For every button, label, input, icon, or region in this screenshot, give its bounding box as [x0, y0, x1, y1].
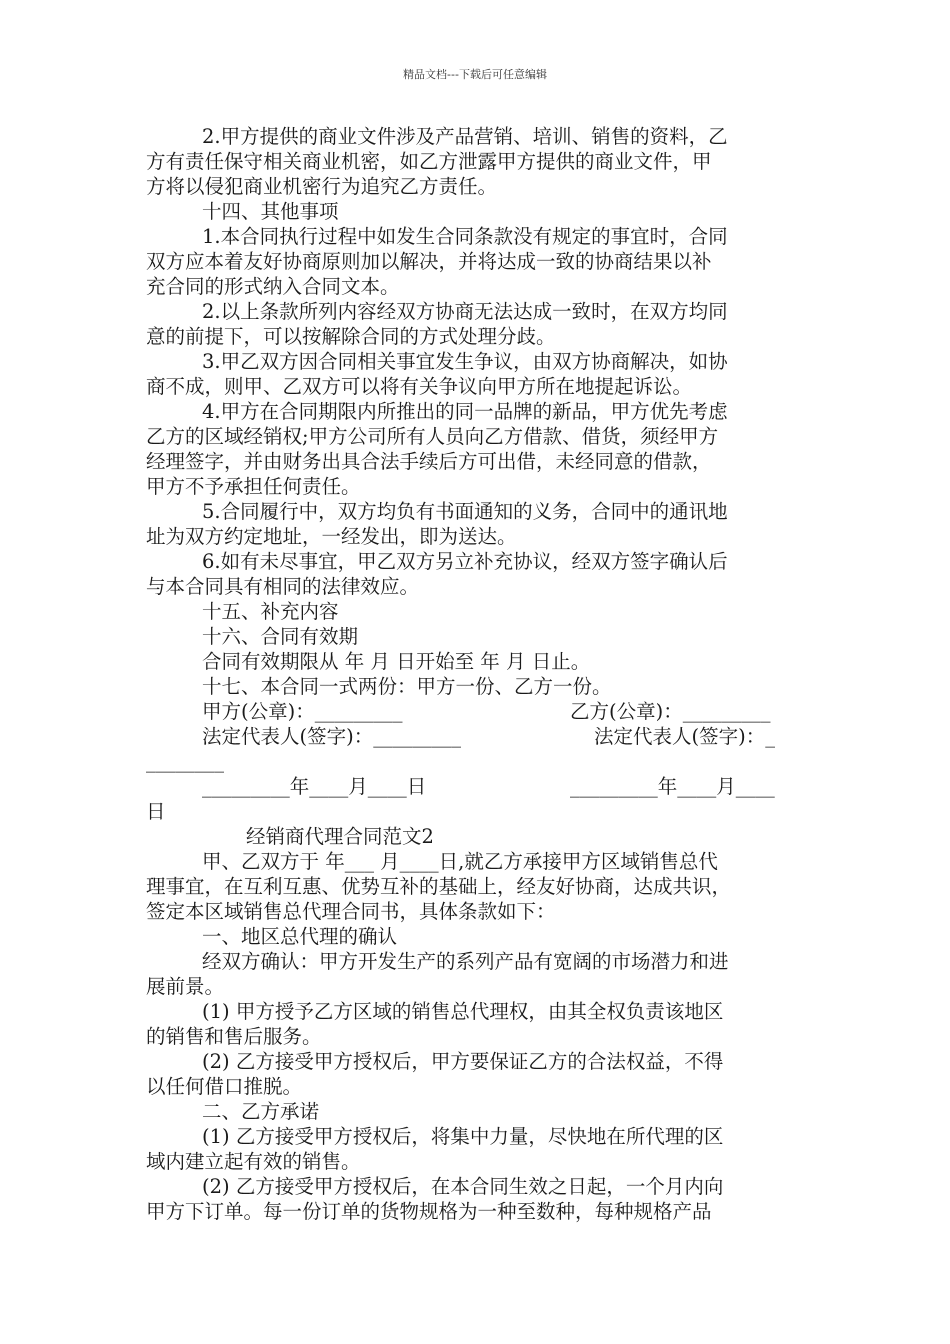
paragraph-line: (2) 乙方接受甲方授权后，甲方要保证乙方的合法权益，不得 — [202, 1050, 724, 1073]
paragraph-line: 与本合同具有相同的法律效应。 — [146, 575, 420, 598]
paragraph-line: 6.如有未尽事宜，甲乙双方另立补充协议，经双方签字确认后 — [202, 550, 728, 573]
signature-row-representative — [146, 724, 808, 749]
paragraph-line: 商不成，则甲、乙双方可以将有关争议向甲方所在地提起诉讼。 — [146, 375, 693, 398]
signature-row-seal — [146, 699, 808, 724]
paragraph-line: (1) 乙方接受甲方授权后，将集中力量，尽快地在所代理的区 — [202, 1125, 724, 1148]
paragraph-line: 方将以侵犯商业机密行为追究乙方责任。 — [146, 175, 498, 198]
section-heading: 二、乙方承诺 — [202, 1100, 320, 1123]
paragraph-line: (2) 乙方接受甲方授权后，在本合同生效之日起，一个月内向 — [202, 1175, 724, 1198]
paragraph-line: 3.甲乙双方因合同相关事宜发生争议，由双方协商解决，如协 — [202, 350, 728, 373]
paragraph-line: 经双方确认：甲方开发生产的系列产品有宽阔的市场潜力和进 — [202, 950, 729, 973]
paragraph-line: 合同有效期限从 年 月 日开始至 年 月 日止。 — [202, 650, 591, 673]
party-a-date: _________年____月____日 — [202, 775, 427, 798]
party-b-representative: 法定代表人(签字)：_ — [594, 725, 775, 748]
paragraph-line: 1.本合同执行过程中如发生合同条款没有规定的事宜时，合同 — [202, 225, 728, 248]
party-b-date: _________年____月____ — [570, 775, 775, 798]
page-header: 精品文档---下载后可任意编辑 — [403, 68, 547, 81]
signature-line-continuation: ________ — [146, 750, 224, 773]
paragraph-line: 2.甲方提供的商业文件涉及产品营销、培训、销售的资料，乙 — [202, 125, 728, 148]
section-heading: 十四、其他事项 — [202, 200, 339, 223]
paragraph-line: 的销售和售后服务。 — [146, 1025, 322, 1048]
paragraph-line: 域内建立起有效的销售。 — [146, 1150, 361, 1173]
section-heading: 十五、补充内容 — [202, 600, 339, 623]
paragraph-line: 甲、乙双方于 年___ 月____日,就乙方承接甲方区域销售总代 — [202, 850, 718, 873]
paragraph-line: 乙方的区域经销权;甲方公司所有人员向乙方借款、借货，须经甲方 — [146, 425, 719, 448]
paragraph-line: 理事宜，在互利互惠、优势互补的基础上，经友好协商，达成共识， — [146, 875, 732, 898]
paragraph-line: 5.合同履行中，双方均负有书面通知的义务，合同中的通讯地 — [202, 500, 728, 523]
paragraph-line: 签定本区域销售总代理合同书，具体条款如下： — [146, 900, 556, 923]
paragraph-line: 意的前提下，可以按解除合同的方式处理分歧。 — [146, 325, 556, 348]
paragraph-line: 展前景。 — [146, 975, 225, 998]
paragraph-line: 以任何借口推脱。 — [146, 1075, 303, 1098]
paragraph-line: 甲方不予承担任何责任。 — [146, 475, 361, 498]
signature-row-date — [146, 774, 808, 799]
party-b-seal: 乙方(公章)：_________ — [570, 700, 771, 723]
document-subtitle: 经销商代理合同范文2 — [246, 825, 434, 848]
paragraph-line: (1) 甲方授予乙方区域的销售总代理权，由其全权负责该地区 — [202, 1000, 724, 1023]
paragraph-line: 充合同的形式纳入合同文本。 — [146, 275, 400, 298]
paragraph-line: 方有责任保守相关商业机密，如乙方泄露甲方提供的商业文件，甲 — [146, 150, 712, 173]
paragraph-line: 址为双方约定地址，一经发出，即为送达。 — [146, 525, 517, 548]
date-continuation: 日 — [146, 800, 166, 823]
section-heading: 十七、本合同一式两份：甲方一份、乙方一份。 — [202, 675, 612, 698]
paragraph-line: 4.甲方在合同期限内所推出的同一品牌的新品，甲方优先考虑 — [202, 400, 728, 423]
paragraph-line: 双方应本着友好协商原则加以解决，并将达成一致的协商结果以补 — [146, 250, 712, 273]
party-a-seal: 甲方(公章)：_________ — [202, 700, 403, 723]
party-a-representative: 法定代表人(签字)：_________ — [202, 725, 461, 748]
paragraph-line: 2.以上条款所列内容经双方协商无法达成一致时，在双方均同 — [202, 300, 728, 323]
document-body — [146, 124, 808, 1224]
paragraph-line: 甲方下订单。每一份订单的货物规格为一种至数种，每种规格产品 — [146, 1200, 712, 1223]
section-heading: 十六、合同有效期 — [202, 625, 359, 648]
section-heading: 一、地区总代理的确认 — [202, 925, 398, 948]
paragraph-line: 经理签字，并由财务出具合法手续后方可出借，未经同意的借款， — [146, 450, 712, 473]
